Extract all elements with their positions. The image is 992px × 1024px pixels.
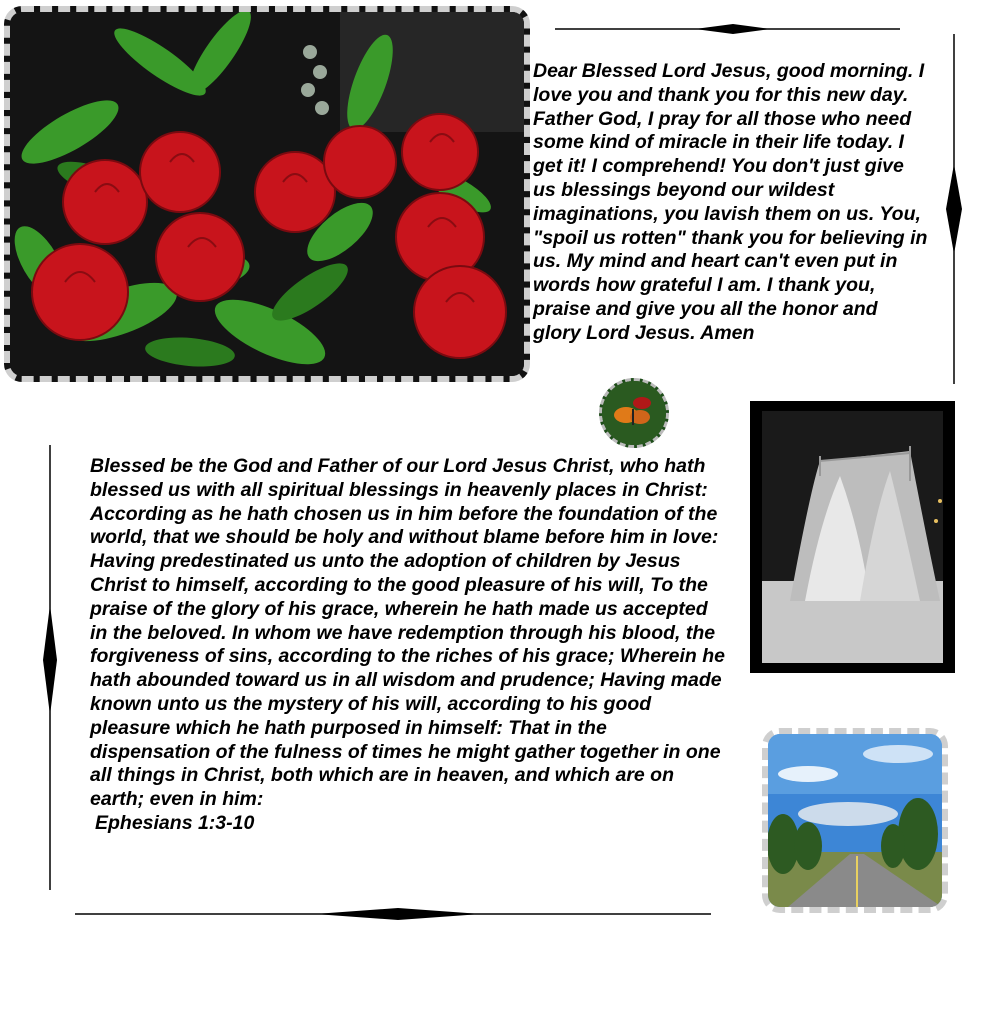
right-divider [944,34,964,384]
road-image [768,734,942,907]
butterfly-icon [602,381,666,445]
bottom-divider [75,906,711,922]
snow-slope-photo [750,401,955,673]
left-divider [40,445,60,890]
snow-slope-image [750,401,955,673]
prayer-text: Dear Blessed Lord Jesus, good morning. I love you and thank you for this new day. Father God, I pray for all those who need some kind of miracle in their life today. I get it! I comprehend! You don't just give us blessings beyond our wildest imaginations, you lavish them on us. You, "spoil us rotten" thank you for believing in us. My mind and heart can't even put in words how grateful I am. I thank you, praise and give you all the honor and glory Lord Jesus. Amen [533,60,928,344]
scripture-reference: Ephesians 1:3-10 [95,811,255,834]
roses-photo [4,6,530,382]
road-photo [762,728,948,913]
butterfly-badge [599,378,669,448]
scripture-block [90,455,730,836]
top-divider [555,22,900,36]
roses-image [10,12,524,376]
scripture-text: Blessed be the God and Father of our Lord Jesus Christ, who hath blessed us with all spiritual blessings in heavenly places in Christ: According as he hath chosen us in him before the foundation of the world, that we should be holy and without blame before him in love: Having predestinated us unto the adoption of children by Jesus Christ to himself, according to the good pleasure of his will, To the praise of the glory of his grace, wherein he hath made us accepted in the beloved. In whom we have redemption through his blood, the forgiveness of sins, according to the riches of his grace; Wherein he hath abounded toward us in all wisdom and prudence; Having made known unto us the mystery of his will, according to his good pleasure which he hath purposed in himself: That in the dispensation of the fulness of times he might gather together in one all things in Christ, both which are in heaven, and which are on earth; even in him: [90,455,725,811]
